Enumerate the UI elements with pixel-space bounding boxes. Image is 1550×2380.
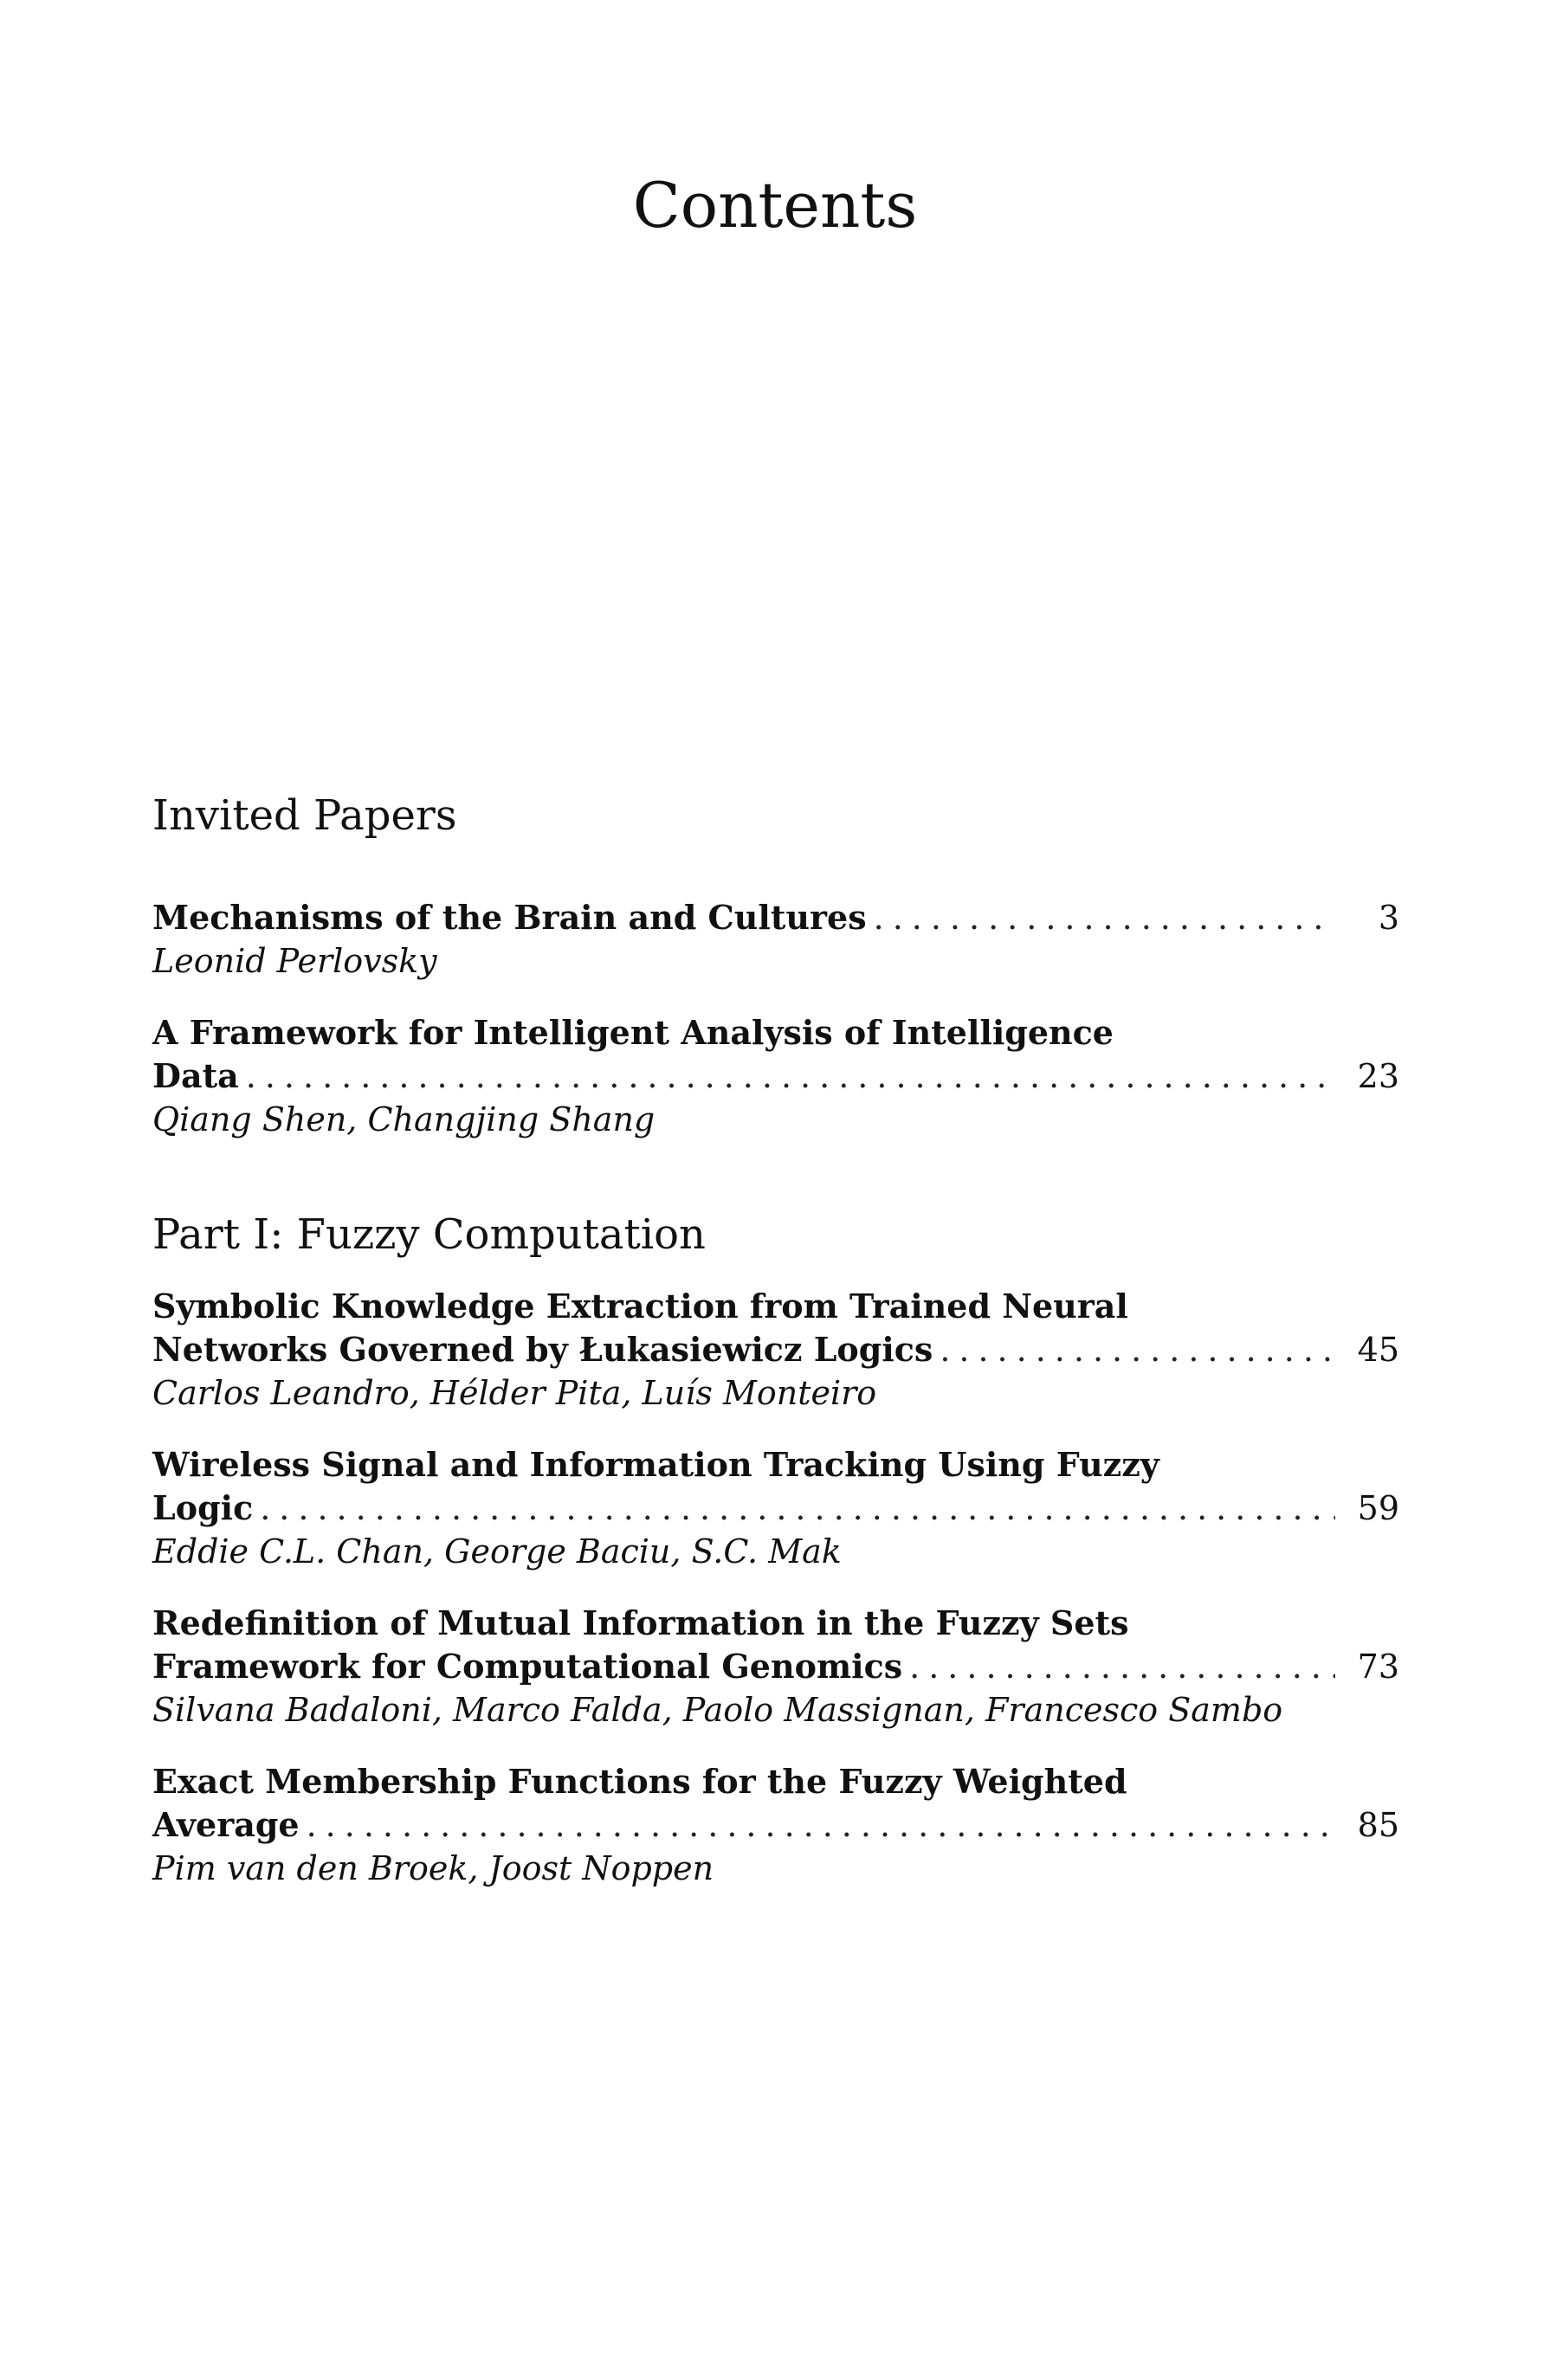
toc-entry-page-number: 59 <box>1357 1489 1399 1527</box>
toc-entry-title-continued: Logic <box>152 1488 254 1527</box>
toc-entry-title-line <box>152 1602 1399 1645</box>
toc-entry-title: Wireless Signal and Information Tracking Using Fuzzy <box>152 1445 1159 1484</box>
toc-entry[interactable] <box>152 1011 1399 1141</box>
dot-leader <box>307 1803 1335 1847</box>
toc-entry-title-line <box>152 1645 1399 1688</box>
section-invited-papers <box>152 790 1399 842</box>
dot-leader <box>940 1328 1335 1371</box>
toc-entry-page-number: 85 <box>1357 1806 1399 1844</box>
toc-entry-title: Exact Membership Functions for the Fuzzy Weighted <box>152 1762 1127 1801</box>
toc-entry-title-line <box>152 1055 1399 1098</box>
toc-entry-title: A Framework for Intelligent Analysis of Intelligence <box>152 1013 1114 1052</box>
toc-entry-title-continued: Networks Governed by Łukasiewicz Logics <box>152 1330 933 1369</box>
toc-entry-page-number: 23 <box>1357 1057 1399 1095</box>
toc-entry[interactable] <box>152 1760 1399 1890</box>
toc-entry[interactable] <box>152 1602 1399 1732</box>
toc-entry-title-line <box>152 896 1399 939</box>
dot-leader <box>909 1645 1335 1688</box>
toc-entry-title: Symbolic Knowledge Extraction from Trained Neural <box>152 1287 1128 1325</box>
toc-entry-title-continued: Data <box>152 1056 239 1095</box>
toc-entry-title-line <box>152 1443 1399 1487</box>
toc-entry-title-line <box>152 1487 1399 1530</box>
toc-entry-title-line <box>152 1803 1399 1847</box>
toc-entry-authors: Eddie C.L. Chan, George Baciu, S.C. Mak <box>152 1532 842 1571</box>
toc-entry-page-number: 45 <box>1357 1331 1399 1369</box>
toc-entry-authors: Pim van den Broek, Joost Noppen <box>152 1849 714 1887</box>
toc-entry-title-line <box>152 1011 1399 1055</box>
toc-entry-title-line <box>152 1285 1399 1328</box>
toc-entry-title-continued: Framework for Computational Genomics <box>152 1647 903 1686</box>
section-part-i <box>152 1209 1399 1261</box>
toc-entry-authors: Qiang Shen, Changjing Shang <box>152 1100 656 1138</box>
toc-entry-page-number: 73 <box>1357 1648 1399 1686</box>
toc-entry-title: Mechanisms of the Brain and Cultures <box>152 898 867 937</box>
dot-leader <box>246 1055 1335 1098</box>
toc-entry-page-number: 3 <box>1378 899 1399 937</box>
toc-entry-title: Redefinition of Mutual Information in the Fuzzy Sets <box>152 1603 1129 1642</box>
toc-entry[interactable] <box>152 1443 1399 1573</box>
toc-entry-authors: Carlos Leandro, Hélder Pita, Luís Monteiro <box>152 1374 877 1412</box>
toc-entry-title-line <box>152 1760 1399 1803</box>
toc-entry-title-line <box>152 1328 1399 1371</box>
section-heading: Invited Papers <box>152 791 457 840</box>
toc-entry[interactable] <box>152 896 1399 983</box>
toc-entry-title-continued: Average <box>152 1805 300 1844</box>
toc-entry-authors: Leonid Perlovsky <box>152 942 437 980</box>
section-heading: Part I: Fuzzy Computation <box>152 1210 706 1259</box>
dot-leader <box>874 896 1335 939</box>
page-title: Contents <box>632 169 918 242</box>
toc-entry[interactable] <box>152 1285 1399 1415</box>
dot-leader <box>260 1487 1335 1530</box>
toc-entry-authors: Silvana Badaloni, Marco Falda, Paolo Massignan, Francesco Sambo <box>152 1691 1283 1729</box>
